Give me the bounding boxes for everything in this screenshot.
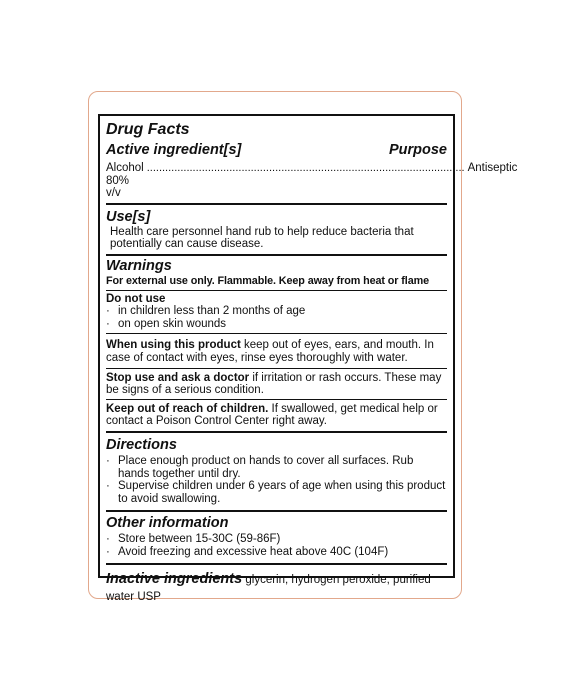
directions-section [106, 433, 447, 512]
warnings-heading: Warnings [106, 257, 172, 274]
keep-out-of-reach-block: Keep out of reach of children. If swallowed, get medical help or contact a Poison Control Center right away. [106, 399, 447, 431]
list-item: · Store between 15-30C (59-86F) [106, 533, 281, 546]
purpose-value: Antiseptic [467, 162, 518, 174]
drug-facts-panel [98, 114, 518, 604]
list-item: · on open skin wounds [106, 317, 227, 330]
do-not-use-block [106, 290, 447, 334]
inactive-ingredients-text: glycerin, hydrogen peroxide, purified water USP [106, 574, 431, 604]
list-item: · Supervise children under 6 years of age when using this product to avoid swallowing. [106, 480, 446, 505]
list-item: · Place enough product on hands to cover all surfaces. Rub hands together until dry. [106, 454, 414, 480]
directions-heading: Directions [106, 436, 177, 453]
uses-section [106, 205, 447, 256]
external-use-warning: For external use only. Flammable. Keep away from heat or flame [106, 274, 430, 287]
stop-use-block: Stop use and ask a doctor if irritation or rash occurs. These may be signs of a serious condition. [106, 368, 447, 399]
active-ingredient-section [106, 116, 518, 205]
drug-facts-title: Drug Facts [106, 121, 190, 138]
when-using-block: When using this product keep out of eyes, ears, and mouth. In case of contact with eyes, rinse eyes thoroughly with water. [106, 333, 447, 367]
uses-text: Health care personnel hand rub to help reduce bacteria that potentially can cause disease. [110, 225, 414, 251]
purpose-heading: Purpose [388, 142, 447, 158]
active-ingredient-heading: Active ingredient[s] [106, 142, 242, 158]
other-information-section [106, 512, 447, 565]
inactive-ingredients-heading: Inactive ingredients [106, 571, 243, 588]
dot-leader: ........................................................................................................ [146, 162, 465, 174]
do-not-use-heading: Do not use [106, 292, 166, 305]
active-ingredient-value: Alcohol 80% v/v [106, 162, 144, 200]
uses-heading: Use[s] [106, 208, 151, 225]
list-item: · in children less than 2 months of age [106, 305, 306, 318]
warnings-section [106, 256, 447, 433]
inactive-ingredients-section [106, 565, 447, 606]
list-item: · Avoid freezing and excessive heat above 40C (104F) [106, 545, 389, 558]
other-information-heading: Other information [106, 515, 229, 532]
